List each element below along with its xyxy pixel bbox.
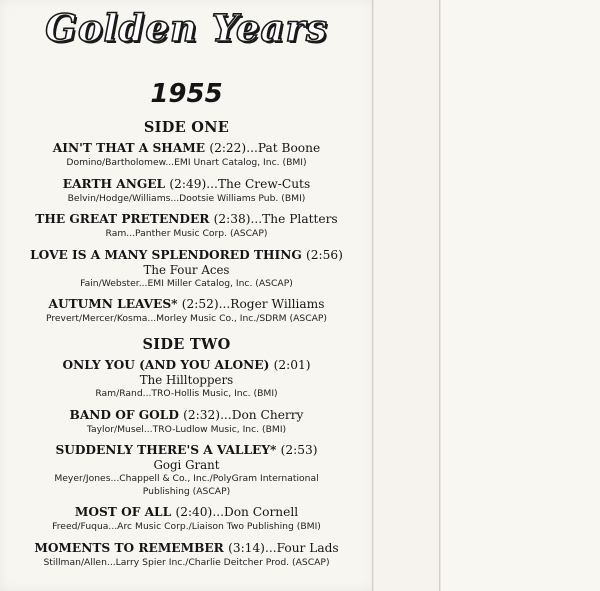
track-title-line <box>0 297 373 312</box>
track-duration: (2:01) <box>273 358 311 372</box>
track-item <box>0 177 373 205</box>
track-duration: (2:40) <box>175 505 213 519</box>
track-separator: ... <box>206 177 218 191</box>
track-credit: Belvin/Hodge/Williams...Dootsie Williams Pub. (BMI) <box>67 193 306 204</box>
track-credit: Meyer/Jones...Chappell & Co., Inc./PolyGram International <box>54 473 319 484</box>
track-separator: ... <box>246 141 258 155</box>
track-title: LOVE IS A MANY SPLENDORED THING <box>30 248 302 262</box>
side-one-heading: SIDE ONE <box>143 119 230 136</box>
track-title: SUDDENLY THERE'S A VALLEY* <box>55 443 277 457</box>
track-credit: Stillman/Allen...Larry Spier Inc./Charlie Deitcher Prod. (ASCAP) <box>43 557 330 568</box>
track-title-line <box>0 541 373 556</box>
track-separator: ... <box>212 505 224 519</box>
track-separator: ... <box>264 541 277 555</box>
track-separator: ... <box>220 408 232 422</box>
spine-panel <box>374 0 440 591</box>
track-duration: (2:56) <box>306 248 343 262</box>
track-title-line <box>0 141 373 156</box>
track-artist: The Platters <box>262 212 338 226</box>
track-title: BAND OF GOLD <box>69 408 179 422</box>
track-title: AUTUMN LEAVES* <box>48 297 178 311</box>
track-duration: (2:38) <box>213 212 251 226</box>
track-item <box>0 443 373 498</box>
back-flap-panel <box>441 0 600 591</box>
track-duration: (2:53) <box>280 443 318 457</box>
track-duration: (2:22) <box>209 141 247 155</box>
track-title: ONLY YOU (AND YOU ALONE) <box>62 358 270 372</box>
track-artist: The Crew-Cuts <box>217 177 311 191</box>
track-artist: Roger Williams <box>230 297 325 311</box>
track-title-line <box>0 177 373 192</box>
track-title-line <box>0 358 373 373</box>
track-title-line <box>0 408 373 423</box>
track-item <box>0 505 373 533</box>
track-artist: The Four Aces <box>143 263 230 277</box>
track-separator: ... <box>218 297 231 311</box>
track-item <box>0 212 373 240</box>
track-title: EARTH ANGEL <box>62 177 166 191</box>
album-title: Golden Years <box>45 6 328 50</box>
track-title-line <box>0 505 373 520</box>
track-credit: Ram...Panther Music Corp. (ASCAP) <box>105 228 268 239</box>
track-credit: Freed/Fuqua...Arc Music Corp./Liaison Two Publishing (BMI) <box>52 521 321 532</box>
track-duration: (2:52) <box>181 297 219 311</box>
track-artist: Don Cornell <box>223 505 299 519</box>
track-duration: (2:32) <box>183 408 221 422</box>
track-title: MOMENTS TO REMEMBER <box>34 541 224 555</box>
track-duration: (2:49) <box>169 177 207 191</box>
album-year: 1955 <box>150 79 223 109</box>
track-title: THE GREAT PRETENDER <box>35 212 210 226</box>
track-item <box>0 297 373 325</box>
track-separator: ... <box>250 212 263 226</box>
track-artist: The Hilltoppers <box>139 373 234 387</box>
track-artist: Four Lads <box>276 541 339 555</box>
track-item <box>0 358 373 400</box>
track-title: MOST OF ALL <box>74 505 172 519</box>
track-item <box>0 248 373 290</box>
track-item <box>0 141 373 169</box>
track-credit: Fain/Webster...EMI Miller Catalog, Inc. (ASCAP) <box>80 278 293 289</box>
side-two-heading: SIDE TWO <box>142 336 231 353</box>
track-title-line <box>0 443 373 458</box>
track-credit-continued: Publishing (ASCAP) <box>142 486 231 497</box>
track-title-line <box>0 248 373 263</box>
track-credit: Prevert/Mercer/Kosma...Morley Music Co., Inc./SDRM (ASCAP) <box>45 313 328 324</box>
track-credit: Ram/Rand...TRO-Hollis Music, Inc. (BMI) <box>95 388 278 399</box>
track-title: AIN'T THAT A SHAME <box>52 141 206 155</box>
track-title-line <box>0 212 373 227</box>
track-credit: Domino/Bartholomew...EMI Unart Catalog, Inc. (BMI) <box>66 157 307 168</box>
track-artist: Gogi Grant <box>153 458 220 472</box>
track-artist: Pat Boone <box>257 141 321 155</box>
track-artist: Don Cherry <box>231 408 304 422</box>
track-item <box>0 541 373 569</box>
track-duration: (3:14) <box>228 541 265 555</box>
track-item <box>0 408 373 436</box>
track-credit: Taylor/Musel...TRO-Ludlow Music, Inc. (BMI) <box>86 424 287 435</box>
